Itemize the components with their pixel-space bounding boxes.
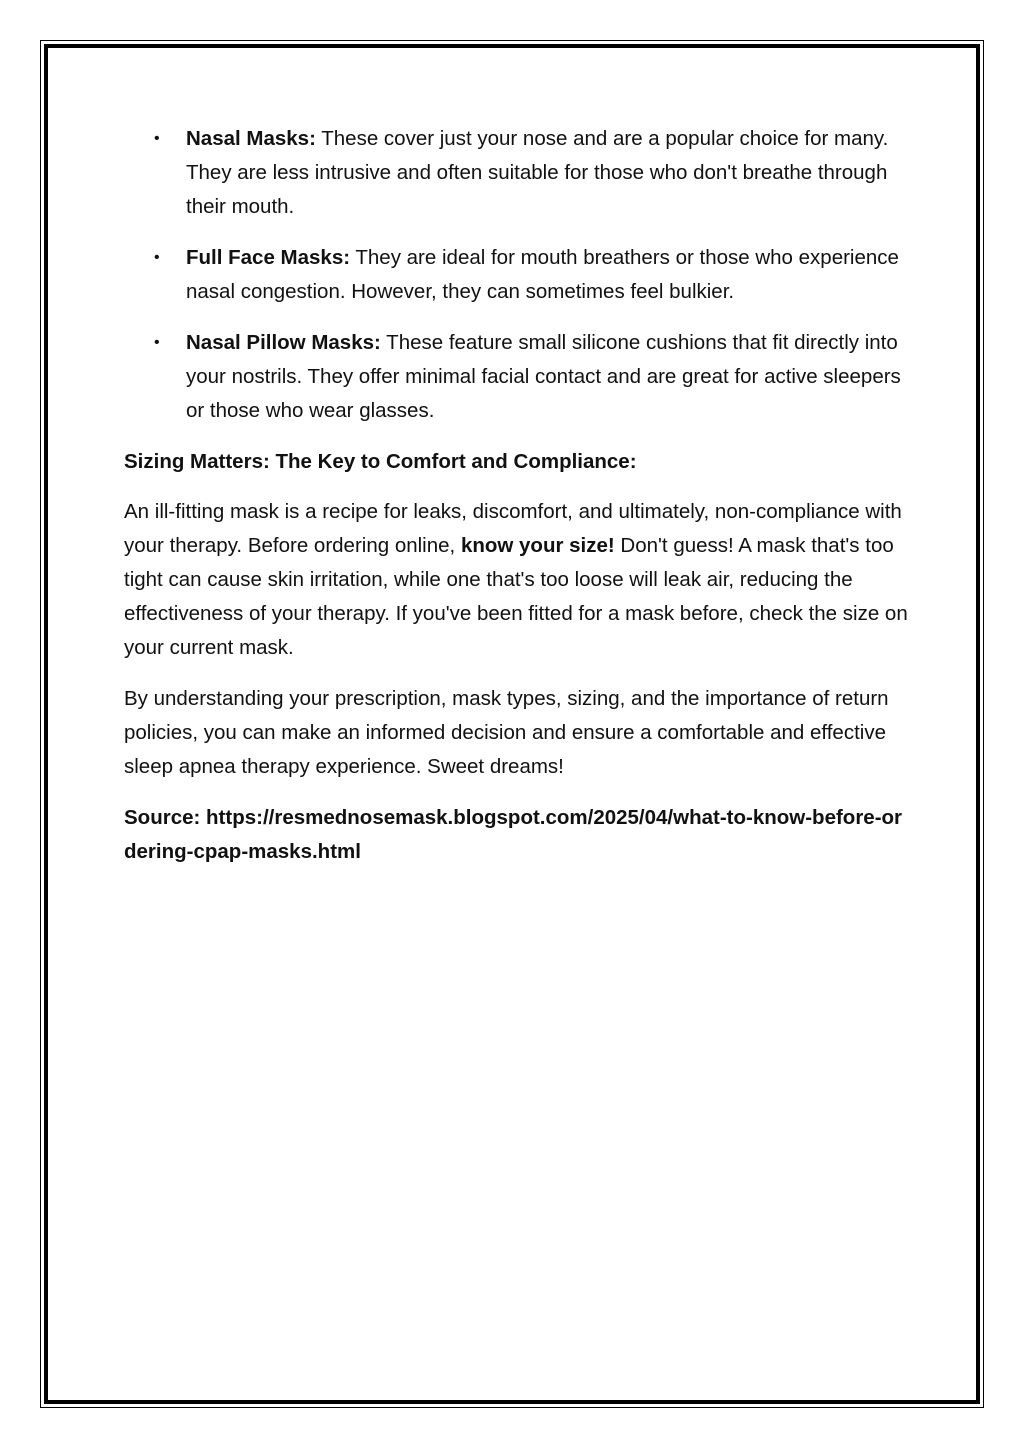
bullet-icon: • — [154, 334, 160, 351]
mask-type-name: Nasal Pillow Masks: — [186, 331, 381, 354]
list-item-full-face-masks — [124, 241, 914, 309]
sizing-emphasis: know your size! — [460, 534, 615, 557]
sizing-heading: Sizing Matters: The Key to Comfort and Compliance: — [124, 450, 637, 473]
source-link[interactable]: https://resmednosemask.blogspot.com/2025/04/what-to-know-before-ordering-cpap-masks.html — [124, 806, 903, 863]
source-label: Source: — [124, 806, 207, 829]
bullet-icon: • — [154, 249, 160, 266]
source-line — [124, 801, 914, 869]
sizing-text-after: Don't guess! A mask that's too tight can cause skin irritation, while one that's too loose will leak air, reducing the effectiveness of your therapy. If you've been fitted for a mask before, check the size on your current mask. — [124, 534, 908, 659]
bullet-icon: • — [154, 130, 160, 147]
mask-type-description: These cover just your nose and are a popular choice for many. They are less intrusive and often suitable for those who don't breathe through their mouth. — [186, 127, 889, 218]
mask-type-description: These feature small silicone cushions that fit directly into your nostrils. They offer minimal facial contact and are great for active sleepers or those who wear glasses. — [186, 331, 901, 422]
document-body — [124, 122, 914, 886]
sizing-paragraph — [124, 495, 914, 665]
list-item-nasal-pillow-masks — [124, 326, 914, 428]
mask-type-name: Nasal Masks: — [186, 127, 316, 150]
list-item-nasal-masks — [124, 122, 914, 224]
mask-type-description: They are ideal for mouth breathers or those who experience nasal congestion. However, they can sometimes feel bulkier. — [186, 246, 899, 303]
closing-paragraph: By understanding your prescription, mask types, sizing, and the importance of return policies, you can make an informed decision and ensure a comfortable and effective sleep apnea therapy experience. Sweet dreams! — [124, 687, 889, 778]
mask-type-list — [124, 122, 914, 428]
mask-type-name: Full Face Masks: — [186, 246, 351, 269]
sizing-text-before: An ill-fitting mask is a recipe for leaks, discomfort, and ultimately, non-compliance with your therapy. Before ordering online, — [124, 500, 902, 557]
